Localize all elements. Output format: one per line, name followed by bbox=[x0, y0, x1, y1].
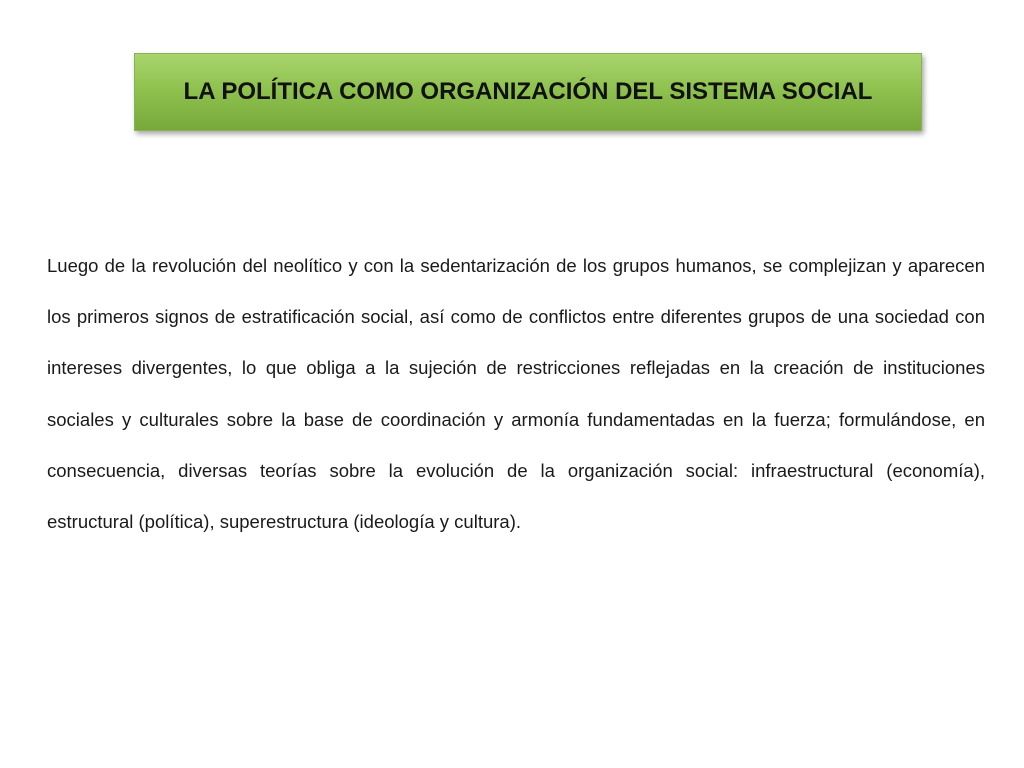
title-banner bbox=[134, 53, 922, 131]
slide-title: LA POLÍTICA COMO ORGANIZACIÓN DEL SISTEMA SOCIAL bbox=[183, 78, 873, 105]
slide-body-paragraph: Luego de la revolución del neolítico y con la sedentarización de los grupos humanos, se complejizan y aparecen los primeros signos de estratificación social, así como de conflictos entre diferentes grupos de una sociedad con intereses divergentes, lo que obliga a la sujeción de restricciones reflejadas en la creación de instituciones sociales y culturales sobre la base de coordinación y armonía fundamentadas en la fuerza; formulándose, en consecuencia, diversas teorías sobre la evolución de la organización social: infraestructural (economía), estructural (política), superestructura (ideología y cultura). bbox=[47, 255, 985, 533]
